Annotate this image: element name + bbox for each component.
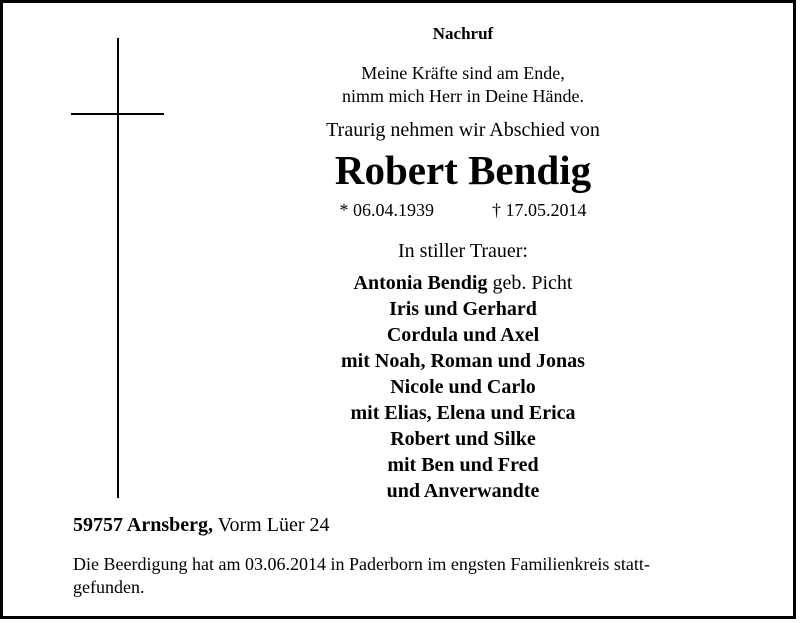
cross-vertical-bar — [117, 38, 119, 498]
farewell-intro: Traurig nehmen wir Abschied von — [326, 119, 600, 141]
mourner-line: mit Elias, Elena und Erica — [350, 402, 576, 424]
funeral-notice — [73, 553, 733, 599]
address-street: Vorm Lüer 24 — [213, 514, 330, 536]
mourner-line: Robert und Silke — [390, 428, 536, 450]
verse-line-2: nimm mich Herr in Deine Hände. — [342, 86, 584, 106]
mourner-line — [200, 270, 726, 296]
mourner-line: mit Ben und Fred — [387, 454, 539, 476]
mourner-name: Antonia Bendig — [353, 272, 488, 294]
funeral-notice-line-2: gefunden. — [73, 577, 145, 597]
funeral-notice-line-1: Die Beerdigung hat am 03.06.2014 in Paderborn im engsten Familienkreis statt- — [73, 554, 650, 574]
mourner-line: Cordula und Axel — [386, 324, 540, 346]
address — [73, 514, 329, 537]
address-city: 59757 Arnsberg, — [73, 514, 213, 536]
mourner-line: Iris und Gerhard — [389, 298, 537, 320]
mourner-line: mit Noah, Roman und Jonas — [341, 350, 585, 372]
mourner-line: Nicole und Carlo — [390, 376, 536, 398]
cross-horizontal-bar — [71, 113, 164, 115]
life-dates — [200, 200, 726, 221]
deceased-name: Robert Bendig — [334, 147, 592, 193]
verse — [200, 62, 726, 108]
mourners-label: In stiller Trauer: — [398, 240, 528, 262]
mourners-list — [200, 270, 726, 504]
verse-line-1: Meine Kräfte sind am Ende, — [361, 63, 565, 83]
birth-date: * 06.04.1939 — [339, 200, 434, 220]
death-date: † 17.05.2014 — [492, 200, 587, 220]
obituary-heading: Nachruf — [432, 24, 494, 43]
mourner-maiden-name: geb. Picht — [487, 272, 573, 294]
mourner-line: und Anverwandte — [386, 480, 540, 502]
